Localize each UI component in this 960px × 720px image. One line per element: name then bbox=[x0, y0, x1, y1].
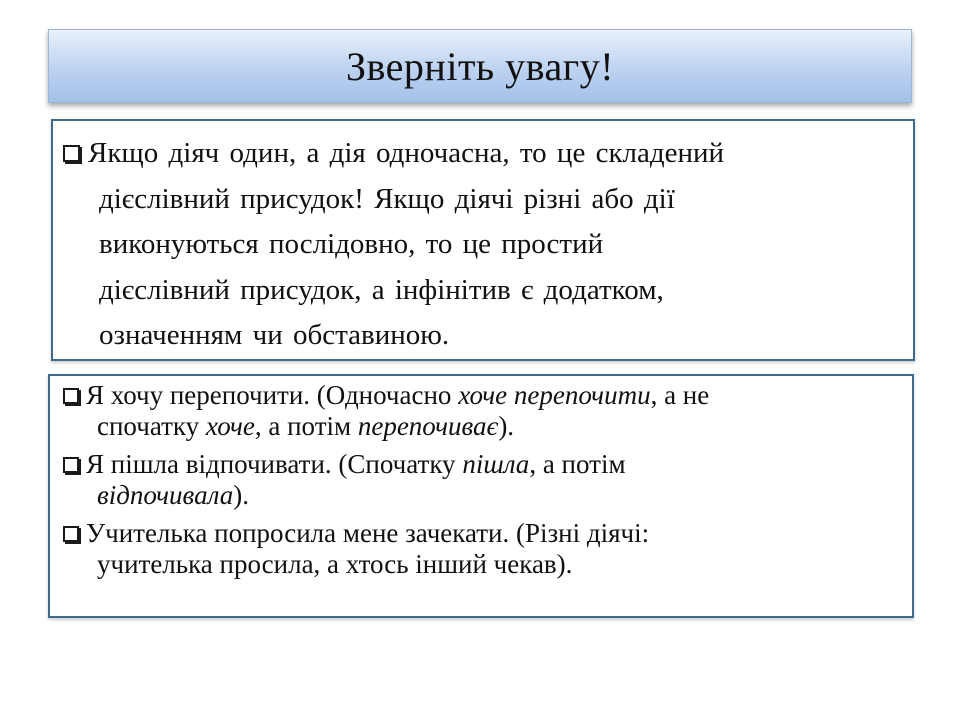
example-1-text-c: спочатку bbox=[97, 411, 206, 441]
example-3-line-1 bbox=[63, 518, 903, 549]
rule-line-1 bbox=[63, 131, 901, 177]
rule-box bbox=[51, 119, 915, 361]
example-2-text-b: , а потім bbox=[529, 449, 626, 479]
example-2-text: Я пішла відпочивати. (Спочатку bbox=[86, 449, 463, 479]
example-1-text-d: , а потім bbox=[254, 411, 358, 441]
example-2-line-2 bbox=[63, 480, 903, 511]
rule-line-4: дієслівний присудок, а інфінітив є додатком, bbox=[99, 273, 664, 306]
example-1-text: Я хочу перепочити. (Одночасно bbox=[86, 380, 459, 410]
checkbox-bullet-icon bbox=[63, 145, 80, 162]
example-2-text-c: ). bbox=[233, 480, 249, 510]
rule-paragraph bbox=[63, 131, 901, 359]
examples-list bbox=[63, 380, 903, 587]
title-banner bbox=[48, 29, 912, 103]
example-2-italic: пішла bbox=[462, 449, 530, 479]
example-item-2 bbox=[63, 449, 903, 511]
example-3-text: Учителька попросила мене зачекати. (Різні діячі: bbox=[86, 518, 650, 548]
rule-line-2: дієслівний присудок! Якщо діячі різні або дії bbox=[99, 182, 675, 215]
example-2-line-1 bbox=[63, 449, 903, 480]
example-item-1 bbox=[63, 380, 903, 442]
example-item-3 bbox=[63, 518, 903, 580]
example-1-text-e: ). bbox=[498, 411, 515, 441]
checkbox-bullet-icon bbox=[63, 526, 79, 542]
rule-line-3: виконуються послідовно, то це простий bbox=[99, 228, 604, 260]
rule-line-5: означенням чи обставиною. bbox=[99, 319, 450, 351]
example-1-italic: хоче перепочити bbox=[458, 380, 651, 410]
example-3-line-2: учителька просила, а хтось інший чекав). bbox=[97, 549, 573, 579]
example-1-text-b: , а не bbox=[650, 380, 710, 410]
example-2-italic-2: відпочивала bbox=[97, 480, 234, 510]
example-1-line-1 bbox=[63, 380, 903, 411]
example-1-italic-2: хоче bbox=[205, 411, 255, 441]
slide-title: Зверніть увагу! bbox=[345, 43, 615, 89]
example-1-italic-3: перепочиває bbox=[357, 411, 499, 441]
checkbox-bullet-icon bbox=[63, 388, 79, 404]
rule-text-1: Якщо діяч один, а дія одночасна, то це складений bbox=[88, 137, 725, 169]
example-1-line-2 bbox=[63, 411, 903, 442]
checkbox-bullet-icon bbox=[63, 457, 79, 473]
examples-box bbox=[48, 374, 914, 618]
